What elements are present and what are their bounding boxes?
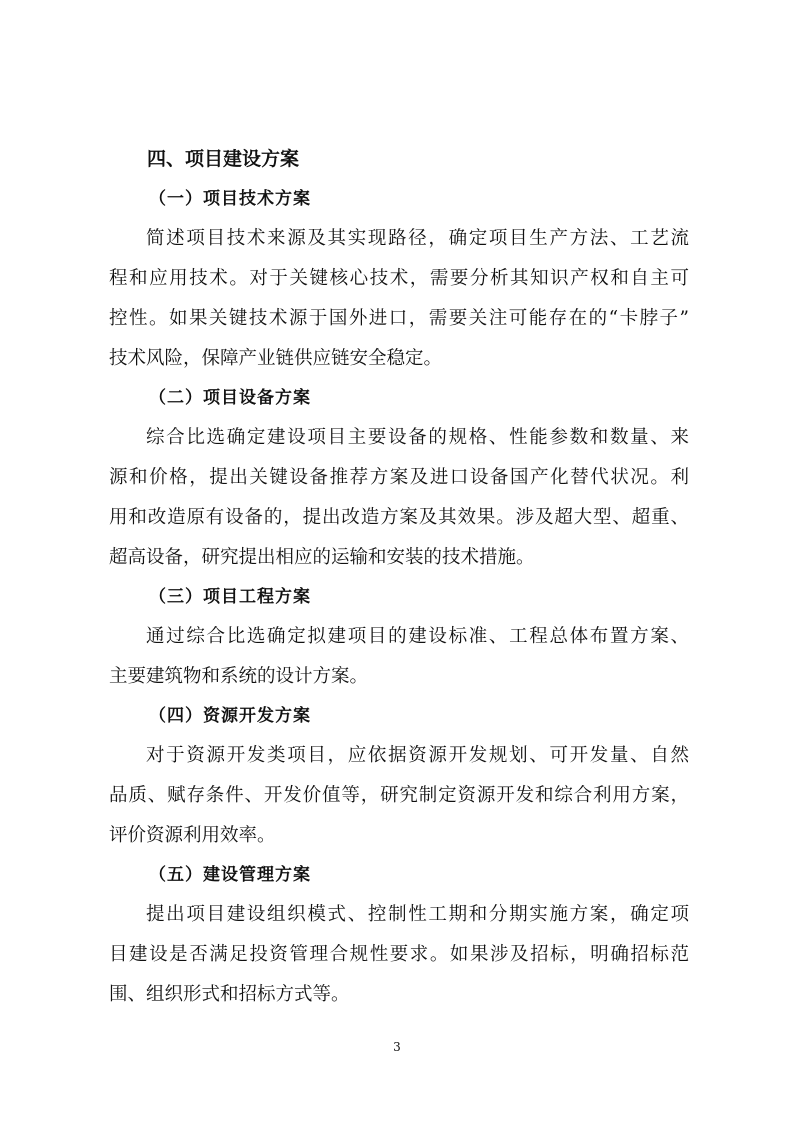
paragraph-line: 目建设是否满足投资管理合规性要求。如果涉及招标，明确招标范 [109,944,689,965]
paragraph [109,895,689,1015]
subsection-title: （三）项目工程方案 [149,587,311,607]
paragraph [109,418,689,578]
section-heading: 四、项目建设方案 [147,148,300,170]
paragraph-line: 控性。如果关键技术源于国外进口，需要关注可能存在的“卡脖子” [109,308,689,329]
paragraph-line: 对于资源开发类项目，应依据资源开发规划、可开发量、自然 [146,745,689,766]
paragraph-line: 程和应用技术。对于关键核心技术，需要分析其知识产权和自主可 [109,268,689,289]
paragraph [109,617,689,697]
paragraph-line: 通过综合比选确定拟建项目的建设标准、工程总体布置方案、 [146,626,689,647]
paragraph [109,736,689,856]
subsection-title: （四）资源开发方案 [149,706,311,726]
paragraph-line: 围、组织形式和招标方式等。 [109,984,350,1005]
subsection-title: （一）项目技术方案 [149,189,311,209]
subsection-title: （二）项目设备方案 [149,388,311,408]
subsection-technology [109,181,689,379]
document-body [109,141,689,1016]
paragraph-line: 超高设备，研究提出相应的运输和安装的技术措施。 [109,547,535,568]
subsection-engineering [109,579,689,697]
paragraph-line: 主要建筑物和系统的设计方案。 [109,666,369,687]
paragraph-line: 简述项目技术来源及其实现路径，确定项目生产方法、工艺流 [146,228,689,249]
paragraph-line: 提出项目建设组织模式、控制性工期和分期实施方案，确定项 [146,904,689,925]
paragraph [109,219,689,379]
page-number: 3 [393,1040,401,1054]
paragraph-line: 综合比选确定建设项目主要设备的规格、性能参数和数量、来 [146,427,689,448]
paragraph-line: 用和改造原有设备的，提出改造方案及其效果。涉及超大型、超重、 [109,507,689,528]
subsection-equipment [109,380,689,578]
subsection-resource-development [109,698,689,856]
paragraph-line: 源和价格，提出关键设备推荐方案及进口设备国产化替代状况。利 [109,467,689,488]
subsection-title: （五）建设管理方案 [149,865,311,885]
paragraph-line: 评价资源利用效率。 [109,825,276,846]
subsection-construction-management [109,857,689,1015]
paragraph-line: 技术风险，保障产业链供应链安全稳定。 [109,348,443,369]
paragraph-line: 品质、赋存条件、开发价值等，研究制定资源开发和综合利用方案， [109,785,689,806]
